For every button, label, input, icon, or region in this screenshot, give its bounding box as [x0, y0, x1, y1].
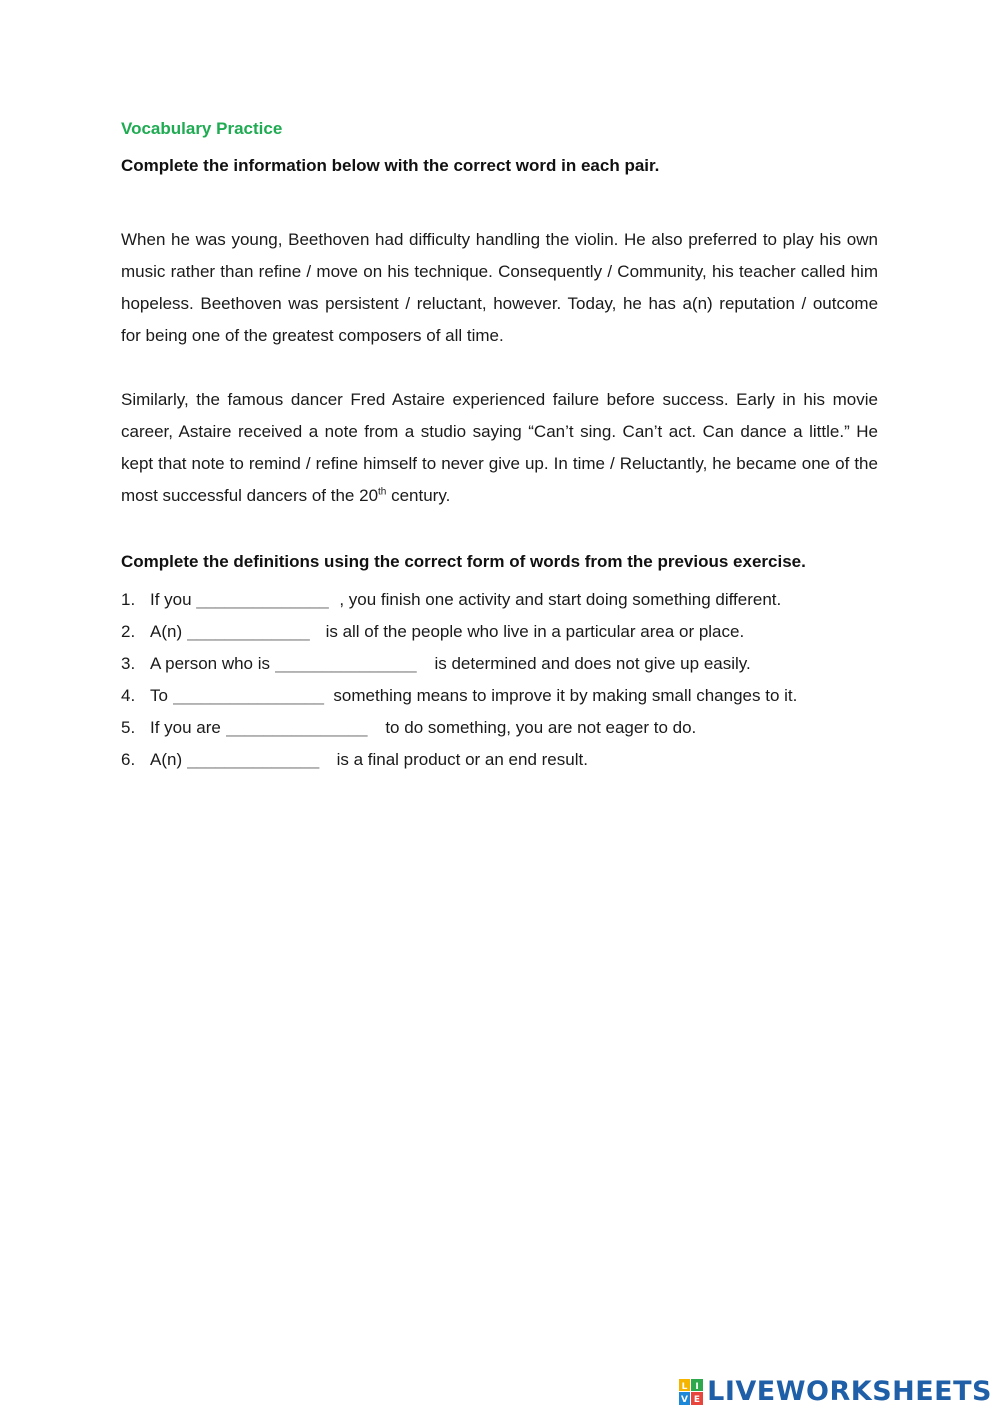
- item-number: 6.: [121, 750, 136, 769]
- item-number: 4.: [121, 686, 136, 705]
- choice-pair-consequently-community[interactable]: Consequently / Community: [498, 262, 702, 281]
- text-segment: Similarly, the famous dancer Fred Astaire experienced failure before success. Early in his movie career, Astaire received a note from a studio saying “Can’t sing. Can’t act. Can dance a little.” He kept that note to: [121, 390, 878, 473]
- definition-text-before: A person who is: [150, 654, 275, 673]
- definition-item: [121, 744, 878, 776]
- svg-text:L: L: [681, 1381, 688, 1392]
- choice-pair-reputation-outcome[interactable]: reputation / outcome: [719, 294, 879, 313]
- text-segment: When he was young, Beethoven had difficulty handling the violin. He also preferred to play his own music rather than: [121, 230, 878, 281]
- text-segment: , he became one of the most successful dancers of the 20: [121, 454, 878, 505]
- brand-wordmark: LIVEWORKSHEETS: [707, 1376, 992, 1407]
- definition-text-before: A(n): [150, 622, 187, 641]
- choice-pair-refine-move-on[interactable]: refine / move on: [258, 262, 383, 281]
- choice-pair-persistent-reluctant[interactable]: persistent / reluctant: [325, 294, 482, 313]
- definition-text-before: A(n): [150, 750, 187, 769]
- svg-text:E: E: [694, 1394, 701, 1405]
- answer-blank-4[interactable]: [173, 686, 329, 706]
- definition-item: [121, 712, 878, 744]
- answer-blank-2[interactable]: [187, 622, 321, 642]
- text-segment: for being one of the greatest composers of all time.: [121, 326, 504, 345]
- definition-item: [121, 584, 878, 616]
- definition-text-before: To: [150, 686, 173, 705]
- definition-text-after: something means to improve it by making small changes to it.: [328, 686, 798, 705]
- exercise1-paragraph-astaire: [121, 384, 878, 512]
- svg-text:V: V: [681, 1394, 689, 1405]
- definition-item: [121, 616, 878, 648]
- text-segment: , his teacher called him hopeless. Beethoven was: [121, 262, 878, 313]
- definition-text-before: If you are: [150, 718, 226, 737]
- item-number: 2.: [121, 622, 136, 641]
- exercise2-instruction: Complete the definitions using the correct form of words from the previous exercise.: [121, 552, 806, 571]
- definition-text-after: is a final product or an end result.: [331, 750, 588, 769]
- liveworksheets-logo-icon: [679, 1379, 703, 1405]
- answer-blank-1[interactable]: [196, 590, 339, 610]
- answer-blank-3[interactable]: [275, 654, 430, 674]
- answer-blank-5[interactable]: [226, 718, 381, 738]
- text-segment: his technique.: [382, 262, 499, 281]
- definition-item: [121, 648, 878, 680]
- text-segment: , however. Today, he has a(n): [481, 294, 720, 313]
- definition-text-after: is all of the people who live in a particular area or place.: [320, 622, 745, 641]
- definition-text-after: is determined and does not give up easily.: [429, 654, 751, 673]
- choice-pair-in-time-reluctantly[interactable]: In time / Reluctantly: [553, 454, 703, 473]
- text-segment: himself to never give up.: [358, 454, 554, 473]
- item-number: 5.: [121, 718, 136, 737]
- item-number: 1.: [121, 590, 136, 609]
- definition-item: [121, 680, 878, 712]
- liveworksheets-brand: [679, 1376, 992, 1407]
- exercise1-instruction: Complete the information below with the correct word in each pair.: [121, 156, 660, 175]
- ordinal-superscript: th: [378, 486, 387, 498]
- section-title: Vocabulary Practice: [121, 119, 283, 138]
- choice-pair-remind-refine[interactable]: remind / refine: [248, 454, 359, 473]
- text-segment: century.: [386, 486, 451, 505]
- definition-text-before: If you: [150, 590, 197, 609]
- definition-text-after: , you finish one activity and start doing something different.: [339, 590, 782, 609]
- definition-text-after: to do something, you are not eager to do.: [380, 718, 697, 737]
- exercise1-paragraph-beethoven: [121, 224, 878, 352]
- answer-blank-6[interactable]: [187, 750, 332, 770]
- item-number: 3.: [121, 654, 136, 673]
- svg-text:I: I: [695, 1381, 699, 1392]
- definitions-list: [121, 584, 878, 776]
